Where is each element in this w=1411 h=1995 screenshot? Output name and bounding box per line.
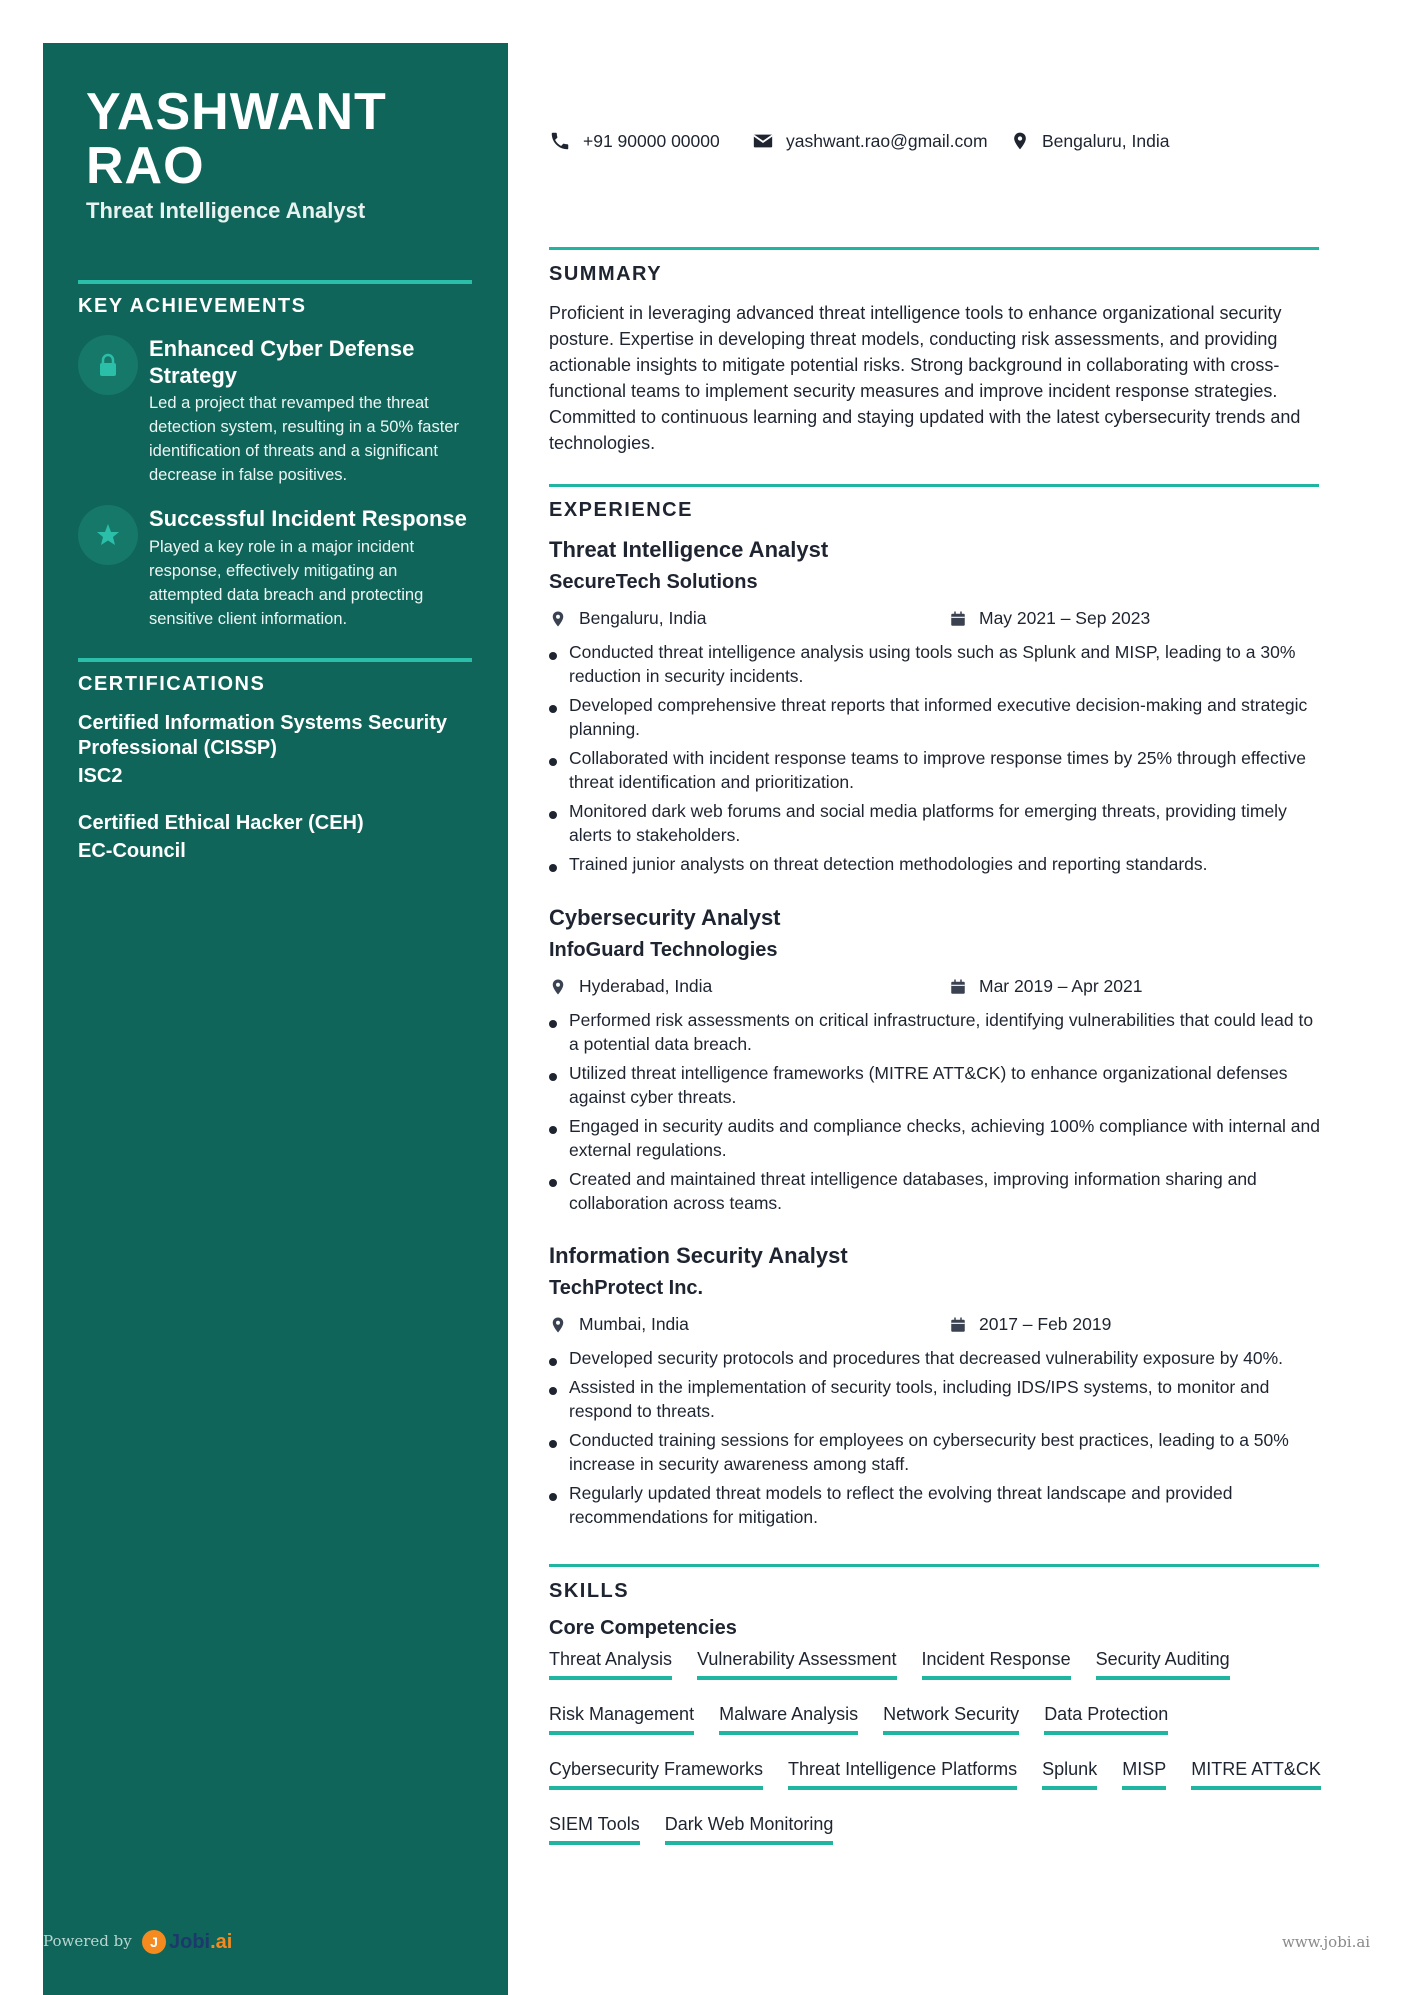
achievement-title: Enhanced Cyber Defense Strategy — [149, 336, 415, 388]
job-bullets — [549, 1008, 1324, 1215]
skill-tag: Cybersecurity Frameworks — [549, 1757, 763, 1790]
job-bullet: Engaged in security audits and compliance checks, achieving 100% compliance with internal and external regulations. — [549, 1114, 1324, 1162]
section-divider — [78, 658, 472, 662]
logo-mark-icon: J — [142, 1930, 166, 1954]
job-bullet: Developed security protocols and procedures that decreased vulnerability exposure by 40%. — [549, 1346, 1324, 1370]
skills-list — [549, 1647, 1324, 1845]
last-name: RAO — [86, 137, 205, 195]
summary-text: Proficient in leveraging advanced threat intelligence tools to enhance organizational security posture. Expertise in developing threat models, conducting risk assessments, and providing actionable insights to mitigate potential risks. Strong background in collaborating with cross-functional teams to implement security measures and improve incident response strategies. Committed to continuous learning and staying updated with the latest cybersecurity trends and technologies. — [549, 303, 1301, 453]
contact-email[interactable] — [752, 130, 988, 152]
section-divider — [549, 1564, 1319, 1567]
skill-tag: Threat Analysis — [549, 1647, 672, 1680]
email-text: yashwant.rao@gmail.com — [786, 130, 988, 151]
skills-subheading: Core Competencies — [549, 1617, 737, 1639]
job-company: TechProtect Inc. — [549, 1277, 704, 1299]
calendar-icon — [949, 977, 967, 997]
skill-tag: Incident Response — [922, 1647, 1071, 1680]
section-divider — [549, 484, 1319, 487]
powered-by-label: Powered by — [43, 1932, 132, 1950]
lock-icon — [78, 335, 138, 395]
job-bullet: Conducted threat intelligence analysis using tools such as Splunk and MISP, leading to a 30% reduction in security incidents. — [549, 640, 1324, 688]
section-divider — [78, 280, 472, 284]
job-dates — [949, 976, 1142, 997]
skill-tag: MISP — [1122, 1757, 1166, 1790]
phone-icon — [549, 130, 571, 152]
certifications-heading: CERTIFICATIONS — [78, 673, 266, 695]
job-dates — [949, 608, 1150, 629]
job-location — [549, 976, 712, 997]
phone-text: +91 90000 00000 — [583, 130, 720, 151]
skill-tag: Vulnerability Assessment — [697, 1647, 896, 1680]
skill-tag: Network Security — [883, 1702, 1019, 1735]
experience-entry — [549, 536, 1324, 881]
contact-phone[interactable] — [549, 130, 720, 152]
job-location — [549, 1314, 689, 1335]
candidate-name — [86, 85, 387, 193]
email-icon — [752, 130, 774, 152]
job-bullet: Regularly updated threat models to reflect the evolving threat landscape and provided recommendations for mitigation. — [549, 1481, 1324, 1529]
job-dates-text: 2017 – Feb 2019 — [979, 1314, 1112, 1334]
calendar-icon — [949, 609, 967, 629]
certification-name: Certified Ethical Hacker (CEH) — [78, 812, 364, 834]
job-bullet: Utilized threat intelligence frameworks (MITRE ATT&CK) to enhance organizational defenses against cyber threats. — [549, 1061, 1324, 1109]
job-bullet: Created and maintained threat intelligence databases, improving information sharing and collaboration across teams. — [549, 1167, 1324, 1215]
logo-brand-suffix: .ai — [210, 1930, 233, 1953]
skill-tag: Security Auditing — [1096, 1647, 1230, 1680]
logo-brand: Jobi — [169, 1930, 211, 1953]
achievement-description: Played a key role in a major incident response, effectively mitigating an attempted data breach and protecting sensitive client information. — [149, 538, 424, 628]
certification-item — [78, 811, 472, 864]
skill-tag: SIEM Tools — [549, 1812, 640, 1845]
job-role: Information Security Analyst — [549, 1243, 848, 1268]
job-bullet: Monitored dark web forums and social media platforms for emerging threats, providing timely alerts to stakeholders. — [549, 799, 1324, 847]
skill-tag: Risk Management — [549, 1702, 694, 1735]
location-pin-icon — [549, 1315, 567, 1335]
certification-issuer: ISC2 — [78, 765, 123, 787]
job-company: SecureTech Solutions — [549, 571, 758, 593]
skill-tag: Dark Web Monitoring — [665, 1812, 834, 1845]
job-location-text: Bengaluru, India — [579, 608, 707, 628]
skills-heading: SKILLS — [549, 1580, 630, 1602]
job-meta — [549, 976, 1324, 1002]
jobi-logo[interactable] — [142, 1930, 232, 1954]
location-pin-icon — [1010, 130, 1030, 152]
skill-tag: Threat Intelligence Platforms — [788, 1757, 1017, 1790]
job-bullet: Developed comprehensive threat reports that informed executive decision-making and strategic planning. — [549, 693, 1324, 741]
job-company: InfoGuard Technologies — [549, 939, 778, 961]
location-pin-icon — [549, 609, 567, 629]
job-bullet: Trained junior analysts on threat detection methodologies and reporting standards. — [549, 852, 1324, 876]
job-location-text: Hyderabad, India — [579, 976, 713, 996]
first-name: YASHWANT — [86, 83, 387, 141]
certification-item — [78, 711, 472, 789]
summary-heading: SUMMARY — [549, 263, 663, 285]
job-meta — [549, 608, 1324, 634]
certification-name: Certified Information Systems Security Professional (CISSP) — [78, 712, 447, 759]
skill-tag: Splunk — [1042, 1757, 1097, 1790]
sidebar — [43, 43, 508, 1995]
section-divider — [549, 247, 1319, 250]
calendar-icon — [949, 1315, 967, 1335]
job-dates-text: Mar 2019 – Apr 2021 — [979, 976, 1143, 996]
job-meta — [549, 1314, 1324, 1340]
experience-heading: EXPERIENCE — [549, 499, 693, 521]
job-bullets — [549, 1346, 1324, 1529]
location-pin-icon — [549, 977, 567, 997]
certification-issuer: EC-Council — [78, 840, 186, 862]
achievement-title: Successful Incident Response — [149, 506, 467, 531]
job-dates — [949, 1314, 1111, 1335]
skill-tag: Data Protection — [1044, 1702, 1168, 1735]
location-text: Bengaluru, India — [1042, 130, 1170, 151]
skill-tag: Malware Analysis — [719, 1702, 858, 1735]
star-icon — [78, 505, 138, 565]
skill-tag: MITRE ATT&CK — [1191, 1757, 1321, 1790]
achievement-description: Led a project that revamped the threat detection system, resulting in a 50% faster identification of threats and a significant decrease in false positives. — [149, 394, 459, 484]
job-bullet: Assisted in the implementation of security tools, including IDS/IPS systems, to monitor and respond to threats. — [549, 1375, 1324, 1423]
experience-entry — [549, 904, 1324, 1220]
job-role: Cybersecurity Analyst — [549, 905, 781, 930]
achievements-heading: KEY ACHIEVEMENTS — [78, 295, 307, 317]
candidate-title: Threat Intelligence Analyst — [86, 198, 366, 223]
job-bullets — [549, 640, 1324, 876]
job-bullet: Collaborated with incident response teams to improve response times by 25% through effective threat identification and prioritization. — [549, 746, 1324, 794]
contact-location — [1010, 130, 1169, 152]
experience-entry — [549, 1242, 1324, 1534]
job-location-text: Mumbai, India — [579, 1314, 689, 1334]
job-role: Threat Intelligence Analyst — [549, 537, 829, 562]
footer-url[interactable]: www.jobi.ai — [1282, 1933, 1371, 1951]
job-location — [549, 608, 706, 629]
job-bullet: Performed risk assessments on critical infrastructure, identifying vulnerabilities that could lead to a potential data breach. — [549, 1008, 1324, 1056]
job-dates-text: May 2021 – Sep 2023 — [979, 608, 1151, 628]
job-bullet: Conducted training sessions for employees on cybersecurity best practices, leading to a 50% increase in security awareness among staff. — [549, 1428, 1324, 1476]
